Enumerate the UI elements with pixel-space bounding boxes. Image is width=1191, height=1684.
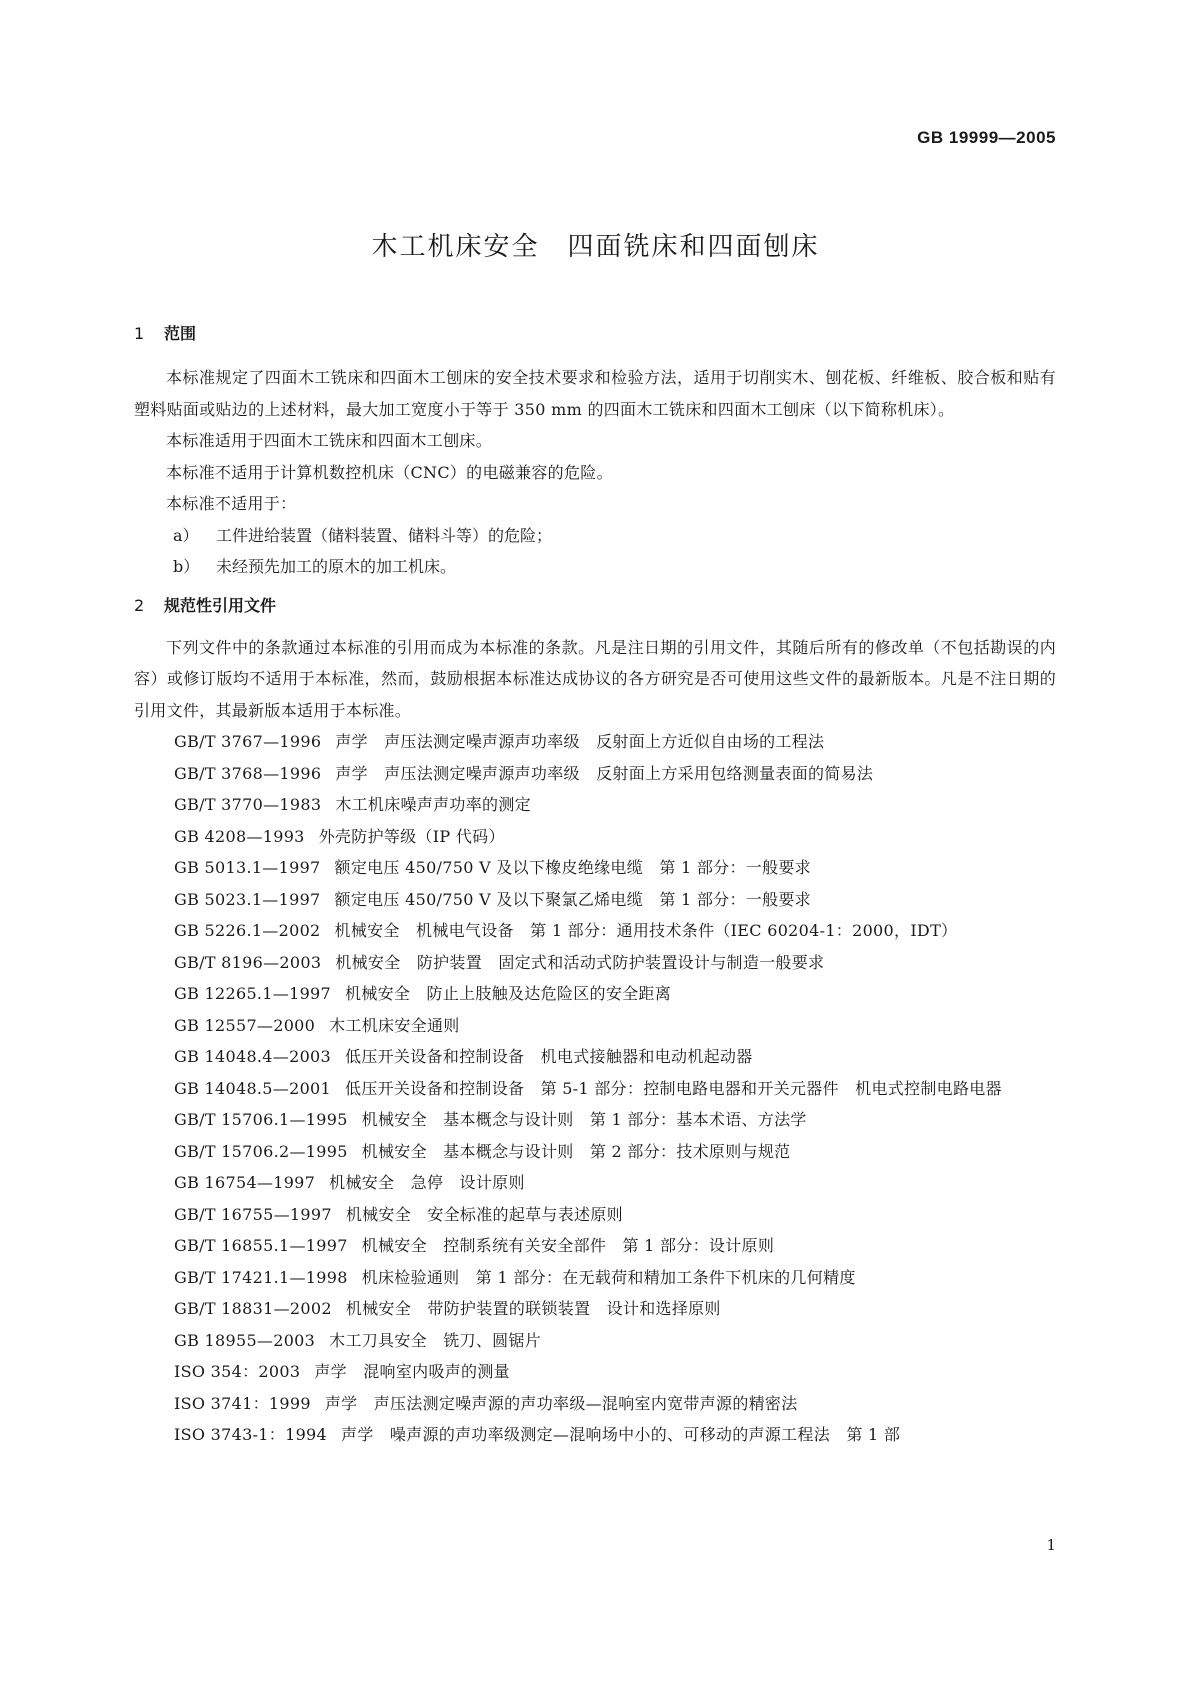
- reference-code: ISO 354：2003: [174, 1362, 301, 1381]
- section-title: 范围: [164, 324, 197, 343]
- reference-item: [134, 758, 1056, 790]
- reference-title: 机械安全 急停 设计原则: [329, 1173, 525, 1192]
- reference-title: 额定电压 450/750 V 及以下橡皮绝缘电缆 第 1 部分：一般要求: [334, 858, 811, 877]
- reference-code: GB 12557—2000: [174, 1015, 316, 1035]
- reference-code: GB/T 15706.2—1995: [174, 1141, 348, 1161]
- reference-item: [134, 1419, 1056, 1451]
- reference-code: GB 14048.4—2003: [174, 1047, 332, 1066]
- list-item-label: a）: [173, 525, 199, 545]
- reference-code: GB/T 8196—2003: [174, 952, 322, 972]
- paragraph: 本标准规定了四面木工铣床和四面木工刨床的安全技术要求和检验方法，适用于切削实木、刨花板、纤维板、胶合板和贴有塑料贴面或贴边的上述材料，最大加工宽度小于等于 350 mm 的四面木工铣床和四面木工刨床（以下简称机床）。: [134, 368, 1056, 419]
- list-item-label: b）: [173, 557, 200, 576]
- section-heading-scope: [134, 322, 1056, 346]
- list-item-text: 未经预先加工的原木的加工机床。: [216, 557, 457, 576]
- reference-title: 机械安全 基本概念与设计则 第 2 部分：技术原则与规范: [361, 1141, 791, 1161]
- page-number: 1: [1046, 1536, 1056, 1554]
- standard-code: GB 19999—2005: [917, 128, 1056, 147]
- reference-item: [134, 1010, 1056, 1042]
- reference-title: 机械安全 机械电气设备 第 1 部分：通用技术条件（IEC 60204-1：2000，IDT）: [334, 921, 958, 940]
- reference-title: 外壳防护等级（IP 代码）: [318, 826, 505, 846]
- reference-code: GB/T 15706.1—1995: [174, 1110, 348, 1129]
- reference-title: 机械安全 防止上肢触及达危险区的安全距离: [345, 984, 672, 1003]
- reference-title: 机械安全 安全标准的起草与表述原则: [345, 1204, 623, 1224]
- reference-title: 声学 混响室内吸声的测量: [314, 1362, 510, 1381]
- reference-item: [134, 1325, 1056, 1357]
- section-number: 2: [134, 595, 145, 615]
- reference-list: [134, 726, 1056, 1451]
- section-title: 规范性引用文件: [164, 595, 277, 615]
- reference-item: [134, 915, 1056, 947]
- reference-code: GB/T 3767—1996: [174, 732, 322, 751]
- reference-item: [134, 947, 1056, 979]
- reference-item: [134, 1167, 1056, 1199]
- reference-code: GB/T 3768—1996: [174, 763, 322, 783]
- reference-code: ISO 3743-1：1994: [174, 1425, 328, 1444]
- paragraph: 本标准不适用于计算机数控机床（CNC）的电磁兼容的危险。: [166, 462, 613, 482]
- reference-item: [134, 789, 1056, 821]
- reference-item: [134, 884, 1056, 916]
- reference-code: GB/T 17421.1—1998: [174, 1267, 348, 1287]
- reference-title: 机床检验通则 第 1 部分：在无载荷和精加工条件下机床的几何精度: [361, 1267, 856, 1287]
- reference-code: GB/T 18831—2002: [174, 1299, 332, 1318]
- reference-title: 机械安全 防护装置 固定式和活动式防护装置设计与制造一般要求: [335, 952, 825, 972]
- reference-code: GB 12265.1—1997: [174, 984, 332, 1003]
- reference-code: GB 5013.1—1997: [174, 858, 321, 877]
- document-title: 木工机床安全 四面铣床和四面刨床: [371, 232, 820, 262]
- reference-item: [134, 1199, 1056, 1231]
- reference-title: 声学 声压法测定噪声源声功率级 反射面上方采用包络测量表面的简易法: [335, 763, 874, 783]
- list-item: [134, 551, 1056, 583]
- reference-item: [134, 978, 1056, 1010]
- reference-item: [134, 1104, 1056, 1136]
- section-number: 1: [134, 324, 145, 343]
- reference-item: [134, 1293, 1056, 1325]
- reference-item: [134, 1388, 1056, 1420]
- reference-code: GB 18955—2003: [174, 1330, 316, 1350]
- reference-title: 机械安全 基本概念与设计则 第 1 部分：基本术语、方法学: [361, 1110, 807, 1129]
- list-item: [134, 520, 1056, 552]
- reference-code: GB 5226.1—2002: [174, 921, 321, 940]
- reference-title: 声学 声压法测定噪声源的声功率级—混响室内宽带声源的精密法: [324, 1393, 798, 1413]
- document-body: [134, 322, 1056, 1451]
- reference-item: [134, 1073, 1056, 1105]
- reference-title: 声学 噪声源的声功率级测定—混响场中小的、可移动的声源工程法 第 1 部: [341, 1425, 901, 1444]
- paragraph: 下列文件中的条款通过本标准的引用而成为本标准的条款。凡是注日期的引用文件，其随后所有的修改单（不包括勘误的内容）或修订版均不适用于本标准，然而，鼓励根据本标准达成协议的各方研究是否可使用这些文件的最新版本。凡是不注日期的引用文件，其最新版本适用于本标准。: [134, 637, 1056, 720]
- paragraph: 本标准不适用于：: [166, 494, 297, 513]
- reference-title: 低压开关设备和控制设备 第 5-1 部分：控制电路电器和开关元器件 机电式控制电路电器: [345, 1078, 1002, 1098]
- reference-title: 木工机床安全通则: [329, 1015, 460, 1035]
- section-heading-normative-references: [134, 594, 1056, 618]
- reference-code: GB/T 16855.1—1997: [174, 1236, 348, 1255]
- reference-title: 机械安全 带防护装置的联锁装置 设计和选择原则: [345, 1299, 721, 1318]
- reference-item: [134, 1230, 1056, 1262]
- reference-title: 木工机床噪声声功率的测定: [335, 795, 531, 814]
- reference-code: GB/T 16755—1997: [174, 1204, 332, 1224]
- reference-item: [134, 821, 1056, 853]
- reference-item: [134, 1136, 1056, 1168]
- reference-code: GB/T 3770—1983: [174, 795, 322, 814]
- reference-code: GB 16754—1997: [174, 1173, 316, 1192]
- reference-title: 声学 声压法测定噪声源声功率级 反射面上方近似自由场的工程法: [335, 732, 825, 751]
- reference-item: [134, 1262, 1056, 1294]
- reference-title: 低压开关设备和控制设备 机电式接触器和电动机起动器: [345, 1047, 753, 1066]
- reference-title: 机械安全 控制系统有关安全部件 第 1 部分：设计原则: [361, 1236, 775, 1255]
- reference-code: ISO 3741：1999: [174, 1393, 311, 1413]
- reference-item: [134, 726, 1056, 758]
- reference-code: GB 4208—1993: [174, 826, 305, 846]
- reference-title: 额定电压 450/750 V 及以下聚氯乙烯电缆 第 1 部分：一般要求: [334, 889, 811, 909]
- reference-code: GB 5023.1—1997: [174, 889, 321, 909]
- list-item-text: 工件进给装置（储料装置、储料斗等）的危险；: [216, 525, 553, 545]
- reference-item: [134, 852, 1056, 884]
- reference-code: GB 14048.5—2001: [174, 1078, 332, 1098]
- paragraph: 本标准适用于四面木工铣床和四面木工刨床。: [166, 431, 493, 450]
- reference-item: [134, 1041, 1056, 1073]
- reference-item: [134, 1356, 1056, 1388]
- reference-title: 木工刀具安全 铣刀、圆锯片: [329, 1330, 542, 1350]
